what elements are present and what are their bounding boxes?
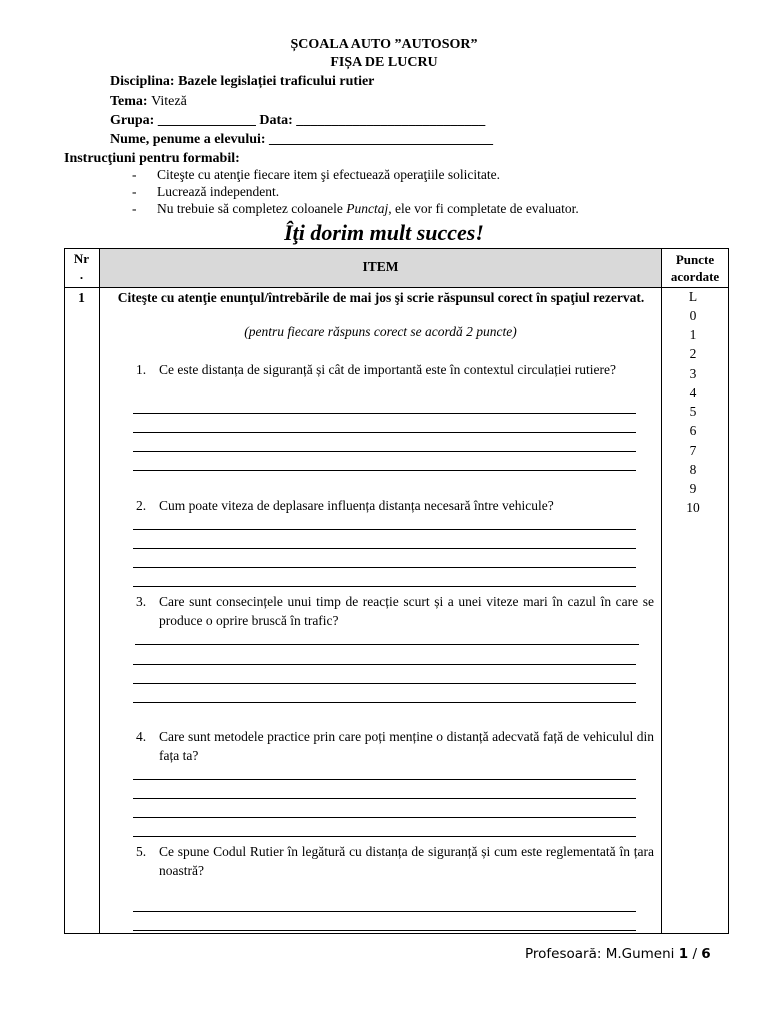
school-name: ȘCOALA AUTO ”AUTOSOR” bbox=[290, 37, 478, 52]
student-name-line[interactable]: Nume, penume a elevului: ________________________________ bbox=[110, 132, 494, 147]
answer-line[interactable] bbox=[133, 664, 636, 665]
table-header-border bbox=[64, 287, 729, 288]
score-option: 10 bbox=[686, 500, 700, 515]
instruction-item: - Citeşte cu atenţie fiecare item şi efectuează operaţiile solicitate. bbox=[132, 167, 500, 182]
instruction-item: - Lucrează independent. bbox=[132, 184, 280, 199]
answer-line[interactable] bbox=[133, 586, 636, 587]
discipline-line: Disciplina: Bazele legislației traficului rutier bbox=[110, 74, 375, 89]
question-5: 5. Ce spune Codul Rutier în legătură cu distanța de siguranță și cum este reglementată în țara noastră? bbox=[136, 844, 654, 878]
score-option: 4 bbox=[689, 385, 697, 400]
question-1: 1. Ce este distanța de siguranță și cât de importantă este în contextul circulației rutiere? bbox=[136, 362, 616, 377]
score-option: 8 bbox=[689, 462, 697, 477]
answer-line[interactable] bbox=[133, 470, 636, 471]
answer-line[interactable] bbox=[133, 702, 636, 703]
page-total: 6 bbox=[701, 946, 711, 962]
answer-line[interactable] bbox=[133, 930, 636, 931]
answer-line[interactable] bbox=[133, 911, 636, 912]
table-top-border bbox=[64, 248, 729, 249]
answer-line[interactable] bbox=[133, 817, 636, 818]
score-option: 0 bbox=[689, 308, 697, 323]
score-option: 6 bbox=[689, 423, 697, 438]
score-option: 7 bbox=[689, 443, 697, 458]
answer-line[interactable] bbox=[133, 432, 636, 433]
answer-line[interactable] bbox=[135, 644, 639, 645]
answer-line[interactable] bbox=[133, 529, 636, 530]
question-4: 4. Care sunt metodele practice prin care poți menține o distanță adecvată față de vehiculul din fața ta? bbox=[136, 729, 654, 763]
table-right-border bbox=[728, 248, 729, 934]
teacher-name: Profesoară: M.Gumeni bbox=[525, 946, 675, 962]
tema-value: Viteză bbox=[151, 94, 187, 109]
question-3: 3. Care sunt consecințele unui timp de reacție scurt și a unei viteze mari în cazul în care se produce o oprire bruscă în trafic? bbox=[136, 594, 654, 628]
good-luck-message: Îţi dorim mult succes! bbox=[284, 220, 484, 245]
score-option: L bbox=[688, 289, 698, 304]
score-option: 5 bbox=[689, 404, 697, 419]
col-header-item: ITEM bbox=[362, 259, 399, 274]
instructions-title: Instrucţiuni pentru formabil: bbox=[64, 151, 240, 166]
tema-label: Tema: bbox=[110, 94, 148, 109]
score-option: 3 bbox=[689, 366, 697, 381]
question-2: 2. Cum poate viteza de deplasare influența distanța necesară între vehicule? bbox=[136, 498, 554, 513]
table-bottom-border bbox=[64, 933, 729, 934]
task-scoring-note: (pentru fiecare răspuns corect se acordă 2 puncte) bbox=[244, 324, 517, 339]
page-separator: / bbox=[692, 946, 697, 962]
score-option: 1 bbox=[689, 327, 697, 342]
answer-line[interactable] bbox=[133, 413, 636, 414]
answer-line[interactable] bbox=[133, 567, 636, 568]
document-title: FIȘA DE LUCRU bbox=[330, 55, 438, 70]
page-number: 1 bbox=[678, 946, 689, 962]
answer-line[interactable] bbox=[133, 548, 636, 549]
answer-line[interactable] bbox=[133, 779, 636, 780]
grupa-data-line[interactable]: Grupa: ______________ Data: ___________________________ bbox=[110, 113, 486, 128]
score-option: 9 bbox=[689, 481, 697, 496]
col-header-nr: Nr . bbox=[73, 251, 90, 282]
answer-line[interactable] bbox=[133, 451, 636, 452]
table-col-divider bbox=[99, 248, 100, 934]
row-number: 1 bbox=[78, 290, 85, 305]
answer-line[interactable] bbox=[133, 836, 636, 837]
score-option: 2 bbox=[689, 346, 697, 361]
instruction-item: - Nu trebuie să completez coloanele Punctaj, ele vor fi completate de evaluator. bbox=[132, 201, 579, 216]
table-left-border bbox=[64, 248, 65, 934]
task-instruction: Citeşte cu atenţie enunţul/întrebările de mai jos şi scrie răspunsul corect în spaţiul rezervat. bbox=[117, 290, 645, 305]
page-footer bbox=[525, 946, 711, 962]
tema-line bbox=[110, 94, 187, 110]
answer-line[interactable] bbox=[133, 798, 636, 799]
answer-line[interactable] bbox=[133, 683, 636, 684]
col-header-points: Puncte acordate bbox=[670, 252, 720, 284]
